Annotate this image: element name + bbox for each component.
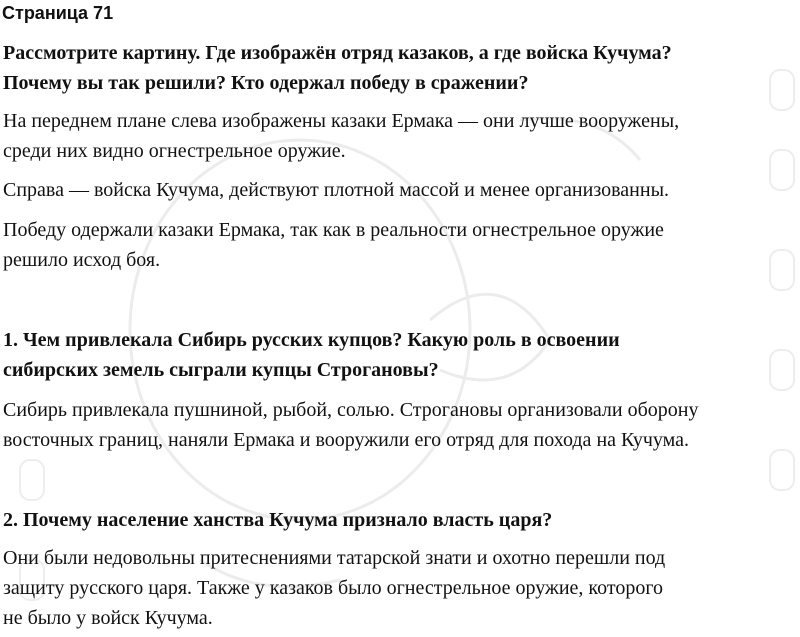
question-line: 2. Почему население ханства Кучума признало власть царя? (3, 509, 553, 531)
answer-line: не было у войск Кучума. (3, 607, 213, 629)
question-line: Почему вы так решили? Кто одержал победу в сражении? (3, 72, 529, 94)
answer-line: решило исход боя. (3, 249, 161, 271)
answer-line: Сибирь привлекала пушниной, рыбой, солью. Строгановы организовали оборону (3, 399, 699, 421)
answer-line: среди них видно огнестрельное оружие. (3, 140, 346, 162)
answer-line: Победу одержали казаки Ермака, так как в реальности огнестрельное оружие (3, 219, 664, 241)
answer-line: Справа — войска Кучума, действуют плотной массой и менее организованны. (3, 179, 670, 201)
answer-paragraph (3, 106, 800, 166)
page-label: Страница 71 (2, 3, 114, 23)
answer-line: восточных границ, наняли Ермака и вооружили его отряд для похода на Кучума. (3, 429, 690, 451)
answer-line: Они были недовольны притеснениями татарской знати и охотно перешли под (3, 547, 666, 569)
question-line: сибирских земель сыграли купцы Строгановы? (3, 359, 439, 381)
answer-paragraph (3, 543, 800, 633)
answer-line: На переднем плане слева изображены казаки Ермака — они лучше вооружены, (3, 110, 680, 132)
question-1 (3, 38, 798, 98)
answer-paragraph (3, 175, 800, 205)
question-line: 1. Чем привлекала Сибирь русских купцов? Какую роль в освоении (3, 329, 620, 351)
answer-paragraph (3, 215, 800, 275)
question-3 (3, 505, 798, 535)
question-2 (3, 325, 798, 385)
answer-line: защиту русского царя. Также у казаков было огнестрельное оружие, которого (3, 577, 664, 599)
answer-paragraph (3, 395, 800, 455)
question-line: Рассмотрите картину. Где изображён отряд казаков, а где войска Кучума? (3, 42, 672, 64)
